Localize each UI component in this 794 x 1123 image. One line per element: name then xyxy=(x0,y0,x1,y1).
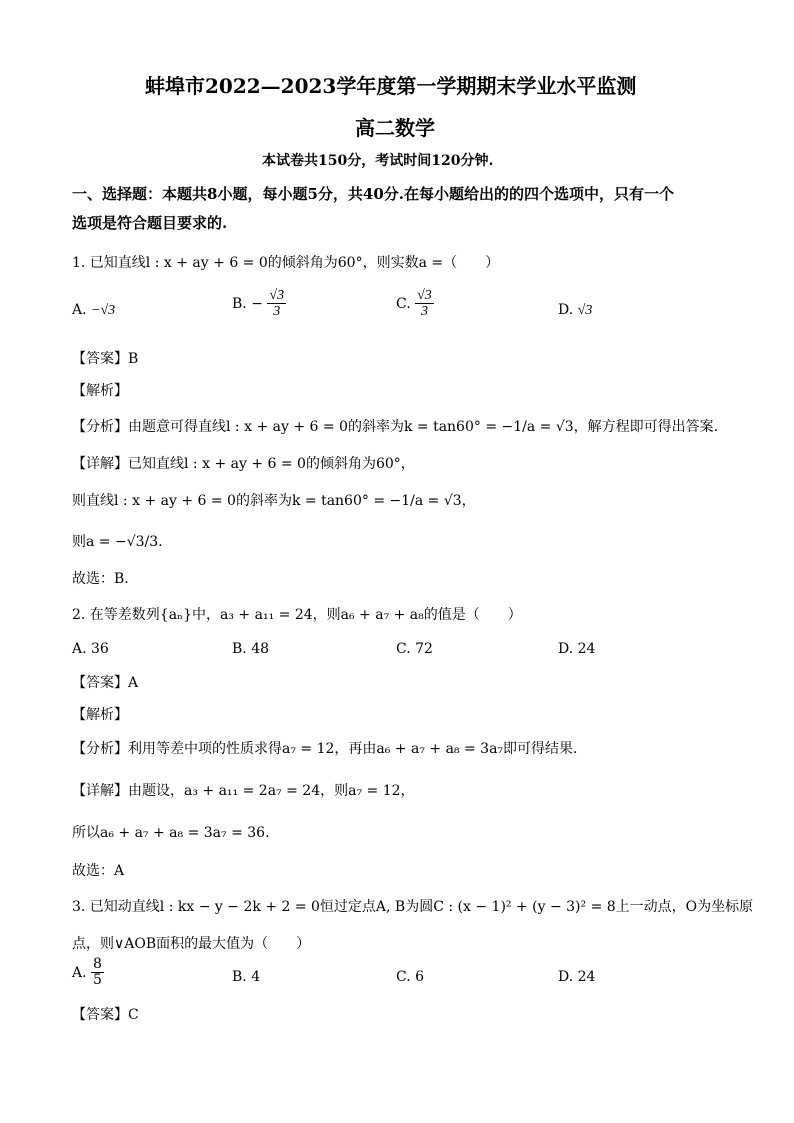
q3-option-a-fraction xyxy=(91,957,104,989)
q2-choose: 故选：A xyxy=(72,863,125,879)
q2-option-c-label: C. xyxy=(396,641,411,657)
q1-jiexi: 【解析】 xyxy=(72,383,128,399)
q2-option-c xyxy=(396,641,433,657)
q1-option-c xyxy=(396,288,434,320)
section-heading-line1: 一、选择题：本题共8小题，每小题5分，共40分.在每小题给出的的四个选项中，只有一个 xyxy=(72,185,674,203)
q1-detail2: 则直线l : x + ay + 6 = 0的斜率为k = tan60° = −1/a = √3， xyxy=(72,493,476,509)
q3-stem-line1: 3. 已知动直线l : kx − y − 2k + 2 = 0恒过定点A, B为圆C : (x − 1)² + (y − 3)² = 8上一动点，O为坐标原 xyxy=(72,899,754,915)
q1-option-b-label: B. xyxy=(232,295,247,312)
q1-option-a xyxy=(72,302,115,319)
q2-stem: 2. 在等差数列{aₙ}中，a₃ + a₁₁ = 24，则a₆ + a₇ + a₈的值是（ ） xyxy=(72,607,522,623)
q3-option-c-value: 6 xyxy=(415,969,425,985)
q3-option-c-label: C. xyxy=(396,969,411,985)
q2-jiexi: 【解析】 xyxy=(72,707,128,723)
q2-fenxi: 【分析】利用等差中项的性质求得a₇ = 12，再由a₆ + a₇ + a₈ = 3a₇即可得结果. xyxy=(72,741,578,757)
q1-choose: 故选：B. xyxy=(72,571,129,587)
q1-fenxi: 【分析】由题意可得直线l : x + ay + 6 = 0的斜率为k = tan60° = −1/a = √3，解方程即可得出答案. xyxy=(72,419,719,435)
q1-option-d-label: D. xyxy=(558,302,574,318)
q1-option-b-fraction xyxy=(267,288,286,320)
q3-option-a xyxy=(72,957,104,989)
q2-option-a xyxy=(72,641,109,657)
section-heading-line2: 选项是符合题目要求的. xyxy=(72,214,228,232)
q3-option-a-num: 8 xyxy=(93,956,102,972)
q2-option-d-label: D. xyxy=(558,641,574,657)
q3-option-a-label: A. xyxy=(72,964,87,981)
q3-option-d xyxy=(558,969,595,985)
q1-option-a-value: −√3 xyxy=(91,303,116,318)
q1-answer: 【答案】B xyxy=(72,351,139,367)
q2-option-b-label: B. xyxy=(232,641,247,657)
subject-title: 高二数学 xyxy=(355,116,435,140)
q1-option-b xyxy=(232,288,286,320)
q2-answer: 【答案】A xyxy=(72,675,139,691)
q1-option-c-den: 3 xyxy=(420,304,428,320)
q3-option-b-label: B. xyxy=(232,969,247,985)
q1-option-d-value: √3 xyxy=(577,303,593,318)
q2-option-a-label: A. xyxy=(72,641,87,657)
q2-option-d-value: 24 xyxy=(577,641,596,657)
q3-option-c xyxy=(396,969,424,985)
q1-option-c-num: √3 xyxy=(417,288,432,303)
q2-option-d xyxy=(558,641,595,657)
q1-stem: 1. 已知直线l : x + ay + 6 = 0的倾斜角为60°，则实数a =（ ） xyxy=(72,255,500,271)
q1-option-b-num: √3 xyxy=(269,288,285,303)
page-title: 蚌埠市2022—2023学年度第一学期期末学业水平监测 xyxy=(145,74,637,98)
q3-option-b xyxy=(232,969,260,985)
q1-detail3: 则a = −√3/3. xyxy=(72,534,163,550)
q3-option-a-den: 5 xyxy=(93,972,102,989)
q1-option-c-fraction xyxy=(415,288,434,320)
q2-option-a-value: 36 xyxy=(91,641,109,657)
q2-option-b xyxy=(232,641,269,657)
q3-stem-line2: 点，则∨AOB面积的最大值为（ ） xyxy=(72,936,311,952)
q3-option-b-value: 4 xyxy=(251,969,261,985)
q2-detail2: 所以a₆ + a₇ + a₈ = 3a₇ = 36. xyxy=(72,825,270,841)
exam-note: 本试卷共150分，考试时间120分钟. xyxy=(262,153,494,169)
q1-detail1: 【详解】已知直线l : x + ay + 6 = 0的倾斜角为60°， xyxy=(72,456,415,472)
q1-option-b-sign: − xyxy=(251,295,263,312)
q2-detail1: 【详解】由题设，a₃ + a₁₁ = 2a₇ = 24，则a₇ = 12， xyxy=(72,783,415,799)
q1-option-b-den: 3 xyxy=(273,304,281,320)
q3-option-d-value: 24 xyxy=(577,969,596,985)
q1-option-d xyxy=(558,302,592,319)
q2-option-c-value: 72 xyxy=(415,641,433,657)
q1-option-c-label: C. xyxy=(396,295,411,312)
q2-option-b-value: 48 xyxy=(251,641,270,657)
q1-option-a-label: A. xyxy=(72,302,87,318)
q3-option-d-label: D. xyxy=(558,969,574,985)
q3-answer: 【答案】C xyxy=(72,1007,139,1023)
